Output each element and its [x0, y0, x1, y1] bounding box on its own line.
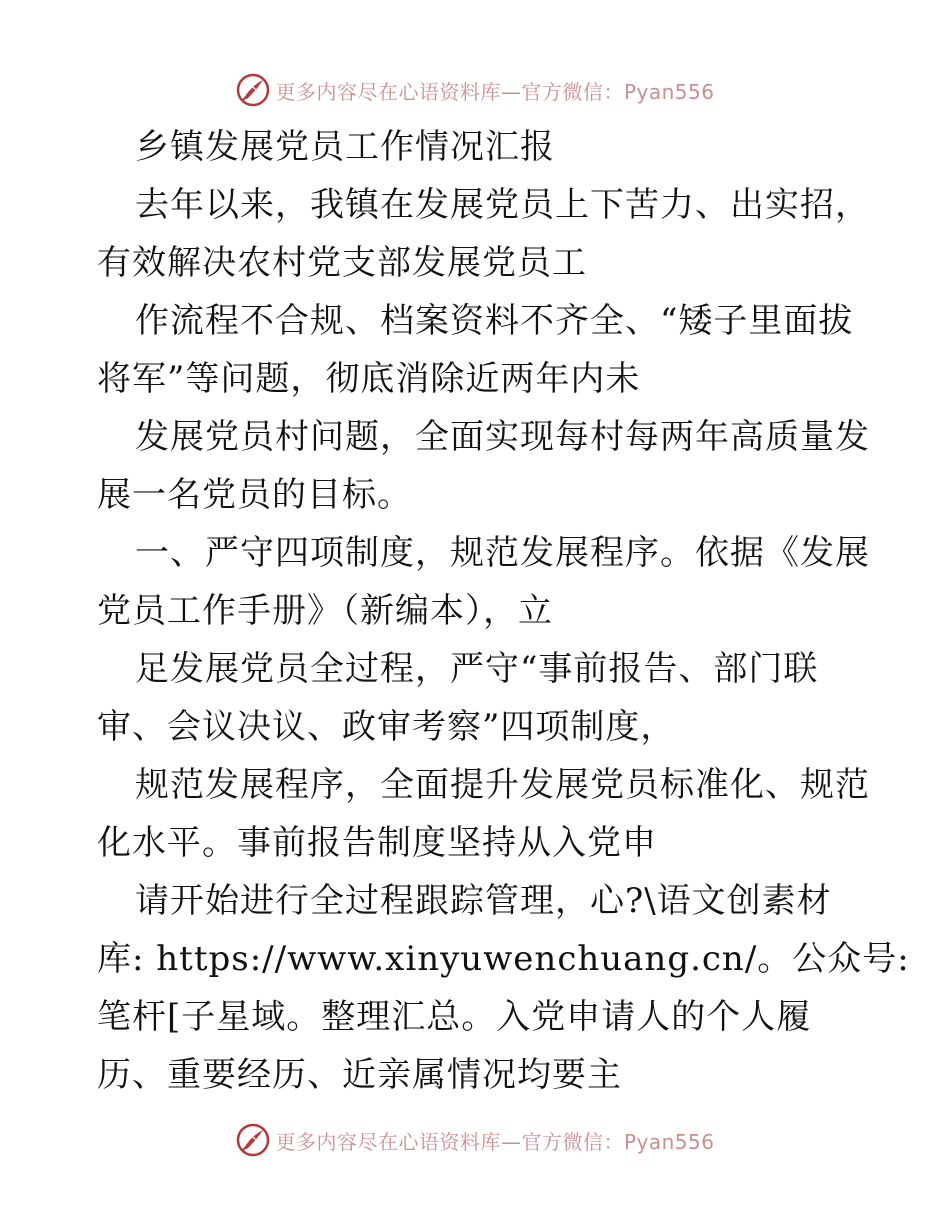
text-line: 库: https://www.xinyuwenchuang.cn/。公众号:	[97, 939, 910, 979]
text-line: 请开始进行全过程跟踪管理，心?\语文创素材	[135, 881, 832, 921]
text-line: 审、会议决议、政审考察”四项制度，	[97, 707, 676, 747]
watermark-text: 更多内容尽在心语资料库—官方微信：Pyan556	[275, 1129, 715, 1154]
text-line: 将军”等问题，彻底消除近两年内未	[97, 359, 641, 399]
document-title: 乡镇发展党员工作情况汇报	[135, 127, 555, 167]
text-line: 足发展党员全过程，严守“事前报告、部门联	[135, 649, 819, 689]
text-line: 作流程不合规、档案资料不齐全、“矮子里面拔	[135, 301, 854, 341]
text-line: 笔杆[子星域。整理汇总。入党申请人的个人履	[97, 997, 812, 1037]
footer-watermark-banner	[0, 1118, 950, 1162]
feather-logo-icon	[235, 72, 271, 108]
document-body	[97, 118, 910, 1104]
text-line: 有效解决农村党支部发展党员工	[97, 243, 587, 283]
section-heading-line: 一、严守四项制度，规范发展程序。依据《发展	[135, 533, 870, 573]
text-line: 发展党员村问题，全面实现每村每两年高质量发	[135, 417, 870, 457]
feather-logo-icon	[235, 1122, 271, 1158]
header-watermark-banner	[0, 68, 950, 112]
text-line: 去年以来，我镇在发展党员上下苦力、出实招，	[135, 185, 870, 225]
watermark-text: 更多内容尽在心语资料库—官方微信：Pyan556	[275, 79, 715, 104]
text-line: 党员工作手册》（新编本），立	[97, 591, 553, 631]
text-line: 展一名党员的目标。	[97, 475, 412, 515]
text-line: 历、重要经历、近亲属情况均要主	[97, 1055, 622, 1095]
text-line: 化水平。事前报告制度坚持从入党申	[97, 823, 657, 863]
text-line: 规范发展程序，全面提升发展党员标准化、规范	[135, 765, 870, 805]
